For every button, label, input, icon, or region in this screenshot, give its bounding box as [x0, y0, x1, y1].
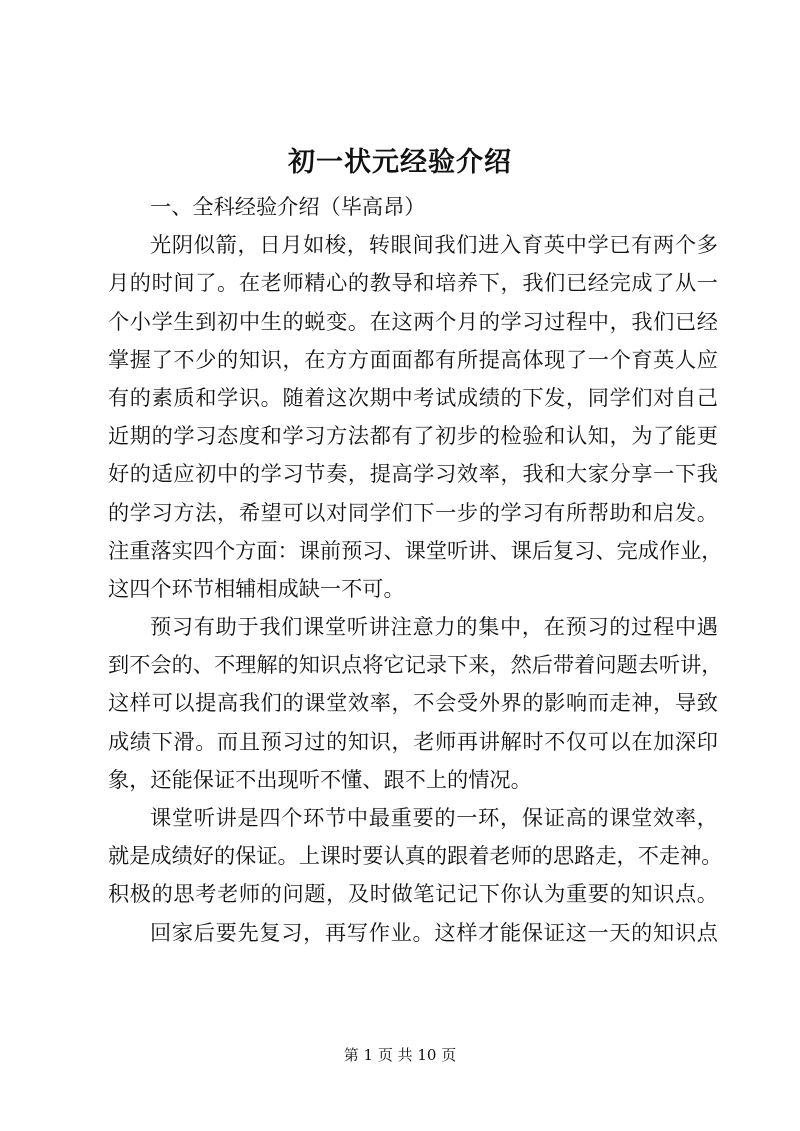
paragraph-line: 好的适应初中的学习节奏，提高学习效率，我和大家分享一下我 [108, 461, 718, 487]
paragraph-1 [108, 226, 723, 608]
paragraph-line: 回家后要先复习，再写作业。这样才能保证这一天的知识点 [150, 919, 718, 945]
paragraph-4 [108, 914, 718, 952]
section-heading: 一、全科经验介绍（毕高昂） [150, 194, 426, 219]
paragraph-line: 这样可以提高我们的课堂效率，不会受外界的影响而走神，导致 [108, 690, 718, 716]
document-title: 初一状元经验介绍 [288, 147, 512, 178]
paragraph-line: 掌握了不少的知识，在方方面面都有所提高体现了一个育英人应 [108, 346, 718, 372]
paragraph-line: 成绩下滑。而且预习过的知识，老师再讲解时不仅可以在加深印 [108, 728, 718, 754]
paragraph-line: 这四个环节相辅相成缺一不可。 [108, 575, 405, 601]
paragraph-line: 月的时间了。在老师精心的教导和培养下，我们已经完成了从一 [108, 270, 718, 296]
page-number-footer: 第 1 页 共 10 页 [343, 1046, 457, 1064]
paragraph-line: 个小学生到初中生的蜕变。在这两个月的学习过程中，我们已经 [108, 308, 718, 334]
paragraph-line: 的学习方法，希望可以对同学们下一步的学习有所帮助和启发。 [108, 499, 718, 525]
paragraph-line: 积极的思考老师的问题，及时做笔记记下你认为重要的知识点。 [108, 881, 718, 907]
paragraph-line: 到不会的、不理解的知识点将它记录下来，然后带着问题去听讲， [108, 652, 723, 678]
paragraph-line: 就是成绩好的保证。上课时要认真的跟着老师的思路走，不走神。 [108, 843, 723, 869]
paragraph-line: 课堂听讲是四个环节中最重要的一环，保证高的课堂效率， [150, 805, 718, 830]
document-body [108, 188, 723, 952]
paragraph-2 [108, 608, 723, 799]
paragraph-line: 预习有助于我们课堂听讲注意力的集中，在预习的过程中遇 [150, 614, 718, 640]
paragraph-line: 象，还能保证不出现听不懂、跟不上的情况。 [108, 766, 532, 792]
paragraph-line: 注重落实四个方面：课前预习、课堂听讲、课后复习、完成作业， [108, 537, 723, 563]
paragraph-3 [108, 799, 723, 914]
paragraph-line: 光阴似箭，日月如梭，转眼间我们进入育英中学已有两个多 [150, 232, 718, 258]
paragraph-line: 近期的学习态度和学习方法都有了初步的检验和认知，为了能更 [108, 423, 718, 449]
paragraph-line: 有的素质和学识。随着这次期中考试成绩的下发，同学们对自己 [108, 384, 718, 410]
